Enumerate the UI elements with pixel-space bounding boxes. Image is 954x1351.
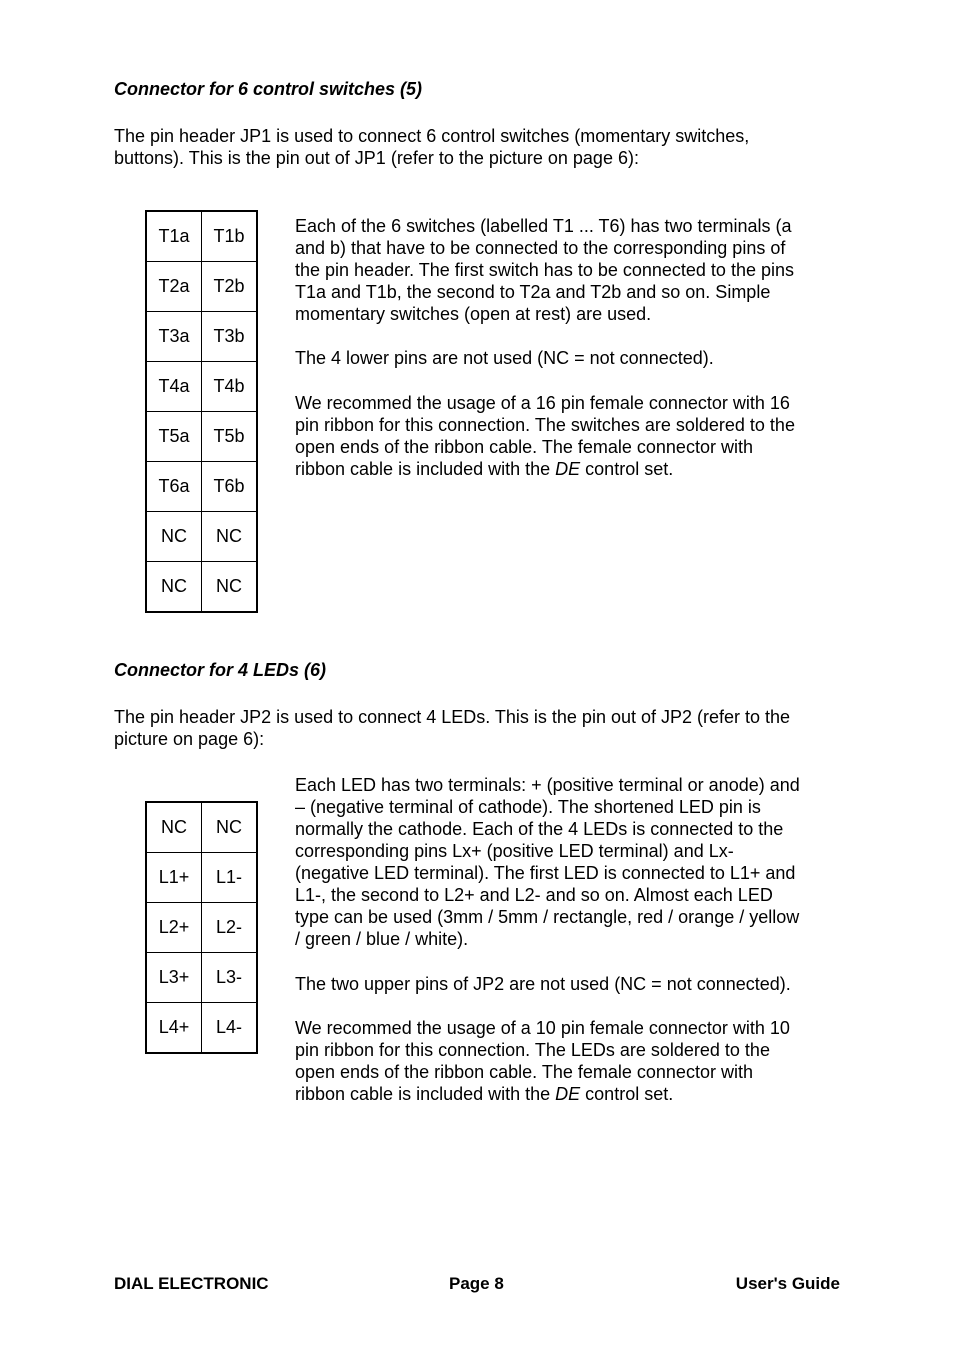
pin-cell: L4- bbox=[202, 1003, 258, 1054]
jp2-pinout-table bbox=[145, 801, 258, 1054]
desc-line: – (negative terminal of cathode). The shortened LED pin is bbox=[295, 797, 761, 817]
switches-nc-note: The 4 lower pins are not used (NC = not connected). bbox=[295, 348, 714, 368]
pin-cell: T4b bbox=[202, 362, 258, 412]
section-heading-switches: Connector for 6 control switches (5) bbox=[114, 79, 423, 99]
intro-line: The pin header JP2 is used to connect 4 LEDs. This is the pin out of JP2 (refer to the bbox=[114, 707, 791, 727]
switches-description bbox=[295, 215, 794, 325]
pin-row bbox=[146, 512, 257, 562]
pin-cell: T6a bbox=[146, 462, 202, 512]
pin-cell: T5b bbox=[202, 412, 258, 462]
pin-cell: NC bbox=[146, 512, 202, 562]
intro-line: The pin header JP1 is used to connect 6 control switches (momentary switches, bbox=[114, 126, 750, 146]
pin-row bbox=[146, 462, 257, 512]
recommend-text: ribbon cable is included with the bbox=[295, 459, 556, 479]
desc-line: type can be used (3mm / 5mm / rectangle, red / orange / yellow bbox=[295, 907, 800, 927]
leds-recommendation bbox=[295, 1017, 790, 1105]
desc-line: (negative LED terminal). The first LED is connected to L1+ and bbox=[295, 863, 796, 883]
pin-cell: L4+ bbox=[146, 1003, 202, 1054]
desc-line: momentary switches (open at rest) are used. bbox=[295, 304, 652, 324]
pin-row bbox=[146, 312, 257, 362]
pin-cell: L2+ bbox=[146, 903, 202, 953]
pin-row bbox=[146, 262, 257, 312]
pin-cell: T3b bbox=[202, 312, 258, 362]
footer-doc-title: User's Guide bbox=[735, 1274, 840, 1293]
pin-cell: T1a bbox=[146, 211, 202, 262]
pin-cell: L1- bbox=[202, 853, 258, 903]
recommend-line: We recommed the usage of a 16 pin female connector with 16 bbox=[295, 393, 790, 413]
recommend-line bbox=[295, 458, 795, 480]
pin-cell: T2b bbox=[202, 262, 258, 312]
pin-row bbox=[146, 853, 257, 903]
recommend-text: control set. bbox=[580, 1084, 674, 1104]
pin-cell: T2a bbox=[146, 262, 202, 312]
pin-row bbox=[146, 211, 257, 262]
footer-page-number: Page 8 bbox=[449, 1274, 504, 1293]
pin-row bbox=[146, 362, 257, 412]
recommend-line: open ends of the ribbon cable. The female connector with bbox=[295, 437, 753, 457]
pin-cell: L1+ bbox=[146, 853, 202, 903]
desc-line: the pin header. The first switch has to be connected to the pins bbox=[295, 260, 794, 280]
pin-cell: NC bbox=[202, 562, 258, 613]
section-heading-leds: Connector for 4 LEDs (6) bbox=[114, 660, 327, 680]
recommend-line bbox=[295, 1083, 790, 1105]
pin-row bbox=[146, 953, 257, 1003]
pin-row bbox=[146, 1003, 257, 1054]
jp1-pinout-table bbox=[145, 210, 258, 613]
pin-row bbox=[146, 903, 257, 953]
leds-description bbox=[295, 774, 800, 950]
desc-line: / green / blue / white). bbox=[295, 929, 469, 949]
desc-line: Each LED has two terminals: + (positive terminal or anode) and bbox=[295, 775, 800, 795]
pin-cell: T5a bbox=[146, 412, 202, 462]
footer-company: DIAL ELECTRONIC bbox=[114, 1274, 269, 1293]
pin-cell: L2- bbox=[202, 903, 258, 953]
recommend-text: control set. bbox=[580, 459, 674, 479]
pin-cell: NC bbox=[202, 802, 258, 853]
desc-line: T1a and T1b, the second to T2a and T2b and so on. Simple bbox=[295, 282, 771, 302]
recommend-line: We recommed the usage of a 10 pin female connector with 10 bbox=[295, 1018, 790, 1038]
section-intro-leds bbox=[114, 706, 790, 750]
pin-cell: NC bbox=[146, 802, 202, 853]
pin-row bbox=[146, 562, 257, 613]
intro-line: buttons). This is the pin out of JP1 (refer to the picture on page 6): bbox=[114, 148, 639, 168]
pin-cell: L3+ bbox=[146, 953, 202, 1003]
desc-line: Each of the 6 switches (labelled T1 ... T6) has two terminals (a bbox=[295, 216, 792, 236]
desc-line: and b) that have to be connected to the corresponding pins of bbox=[295, 238, 786, 258]
recommend-line: pin ribbon for this connection. The switches are soldered to the bbox=[295, 415, 795, 435]
recommend-line: open ends of the ribbon cable. The female connector with bbox=[295, 1062, 753, 1082]
pin-cell: NC bbox=[202, 512, 258, 562]
section-intro-switches bbox=[114, 125, 749, 169]
pin-cell: T1b bbox=[202, 211, 258, 262]
product-name: DE bbox=[555, 1084, 581, 1104]
pin-row bbox=[146, 802, 257, 853]
product-name: DE bbox=[555, 459, 581, 479]
switches-recommendation bbox=[295, 392, 795, 480]
pin-cell: T3a bbox=[146, 312, 202, 362]
pin-cell: NC bbox=[146, 562, 202, 613]
pin-cell: T4a bbox=[146, 362, 202, 412]
pin-cell: T6b bbox=[202, 462, 258, 512]
intro-line: picture on page 6): bbox=[114, 729, 265, 749]
desc-line: normally the cathode. Each of the 4 LEDs is connected to the bbox=[295, 819, 784, 839]
recommend-line: pin ribbon for this connection. The LEDs are soldered to the bbox=[295, 1040, 770, 1060]
desc-line: L1-, the second to L2+ and L2- and so on. Almost each LED bbox=[295, 885, 773, 905]
desc-line: corresponding pins Lx+ (positive LED terminal) and Lx- bbox=[295, 841, 734, 861]
pin-cell: L3- bbox=[202, 953, 258, 1003]
pin-row bbox=[146, 412, 257, 462]
leds-nc-note: The two upper pins of JP2 are not used (NC = not connected). bbox=[295, 974, 791, 994]
recommend-text: ribbon cable is included with the bbox=[295, 1084, 556, 1104]
